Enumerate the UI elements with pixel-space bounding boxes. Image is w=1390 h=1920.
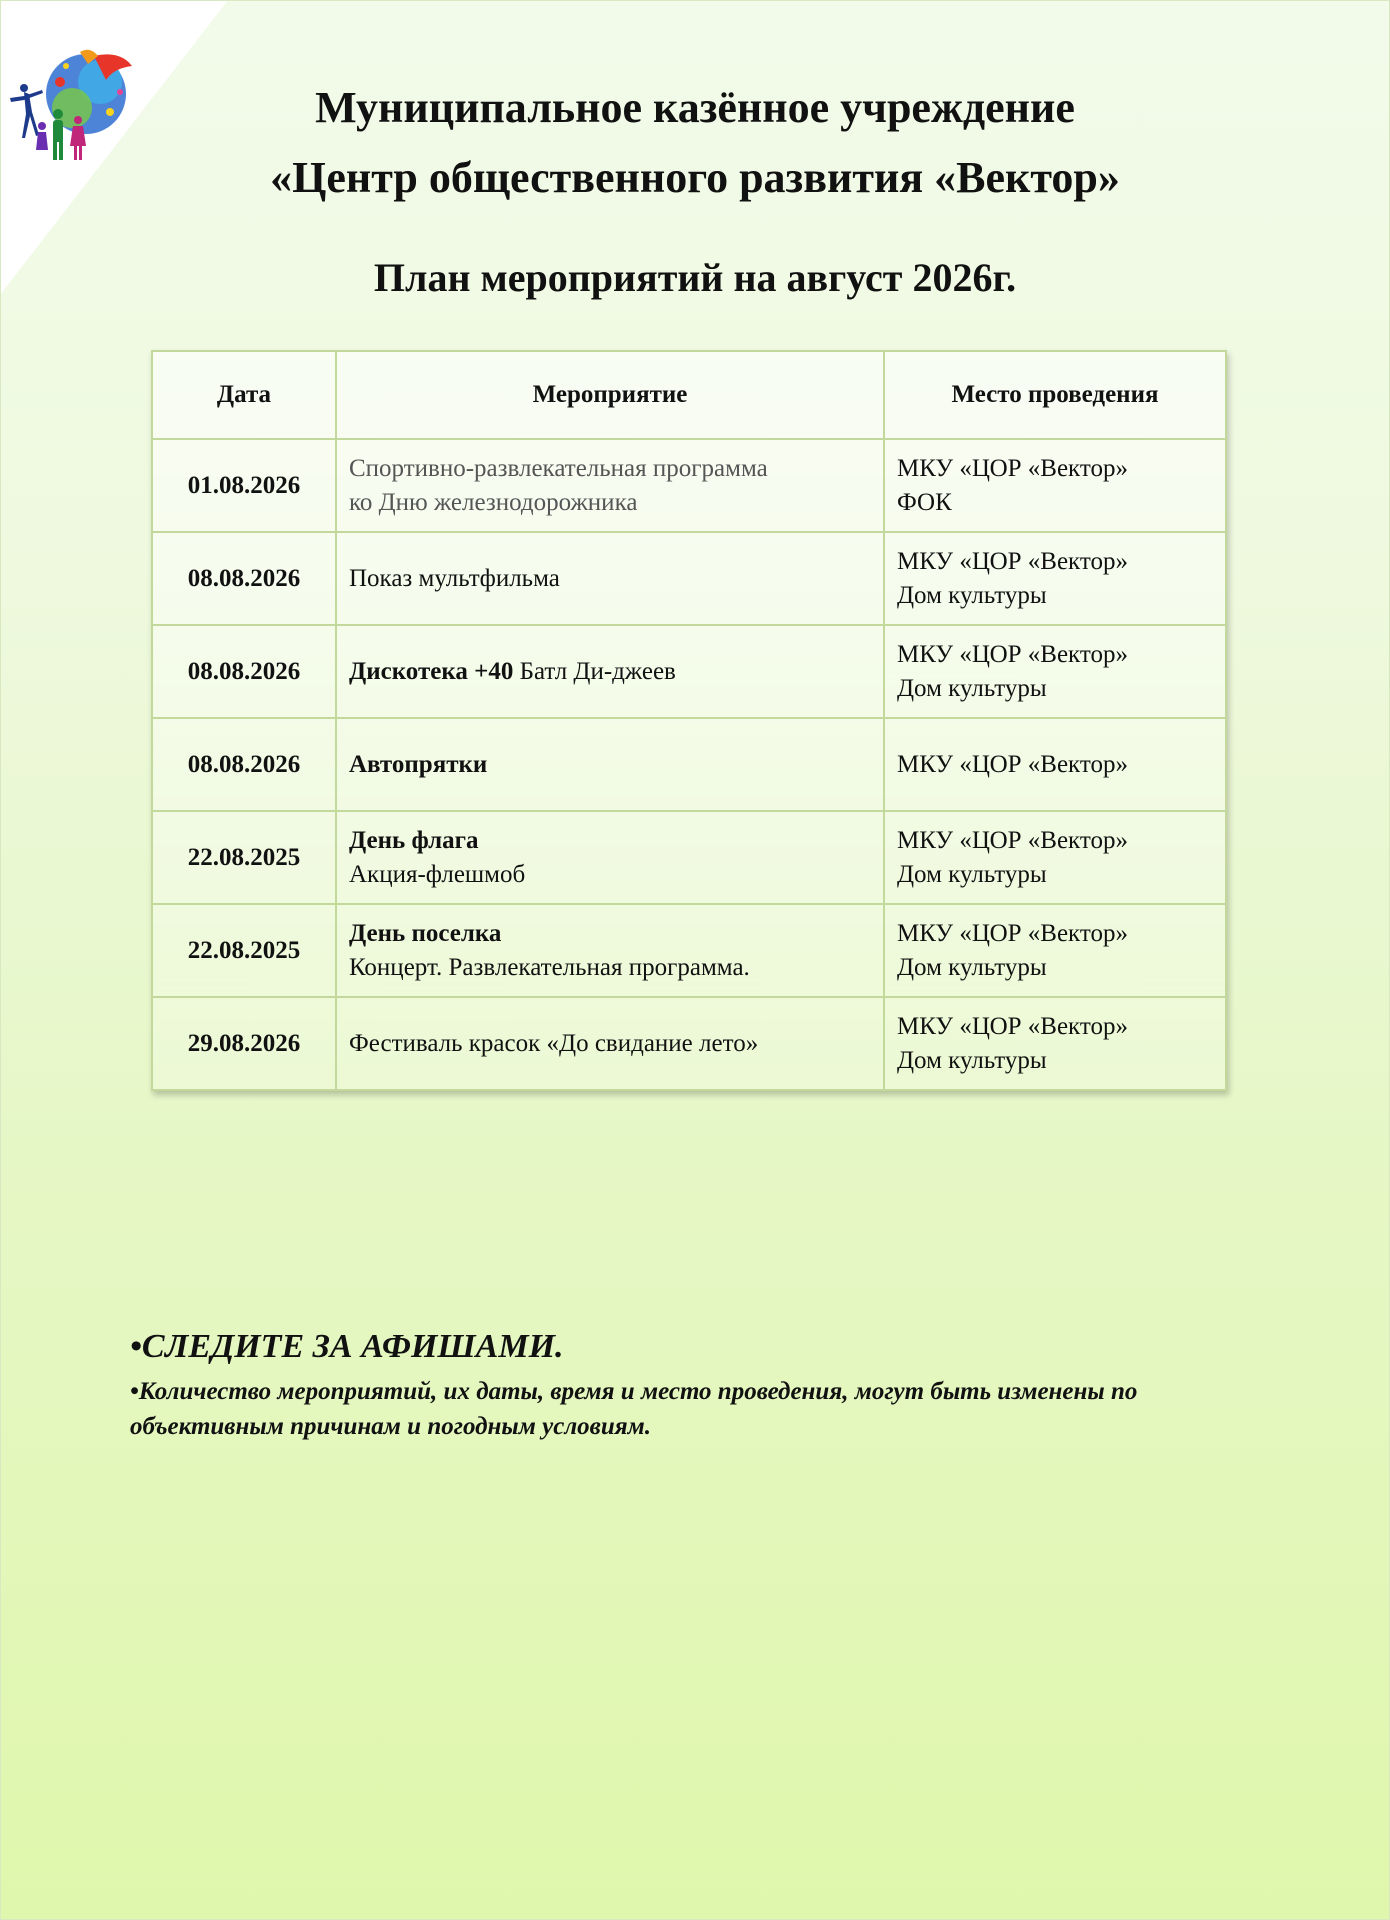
event-name-line2: Акция-флешмоб <box>349 860 526 888</box>
event-place-line2: Дом культуры <box>897 581 1047 609</box>
event-name-line1 <box>349 655 871 689</box>
event-place-line2: Дом культуры <box>897 953 1047 981</box>
table-row <box>152 439 1226 532</box>
changes-disclaimer-note: •Количество мероприятий, их даты, время и место проведения, могут быть изменены по объективным причинам и погодным условиям. <box>130 1378 1138 1440</box>
event-name-bold: Дискотека +40 <box>349 657 514 685</box>
event-place-line2: Дом культуры <box>897 860 1047 888</box>
table-header-row <box>152 351 1226 439</box>
event-place <box>884 811 1226 904</box>
event-name-bold: День поселка <box>349 919 502 947</box>
event-name-line2: ко Дню железнодорожника <box>349 488 638 516</box>
event-place-line1: МКУ «ЦОР «Вектор» <box>897 1012 1128 1040</box>
event-place-line1: МКУ «ЦОР «Вектор» <box>897 750 1128 778</box>
event-name-text: Спортивно-развлекательная программа <box>349 454 768 482</box>
event-name <box>336 718 884 811</box>
event-date: 08.08.2026 <box>152 625 336 718</box>
org-name-title: «Центр общественного развития «Вектор» <box>270 153 1120 202</box>
event-place <box>884 439 1226 532</box>
event-name-line1 <box>349 824 871 858</box>
event-name-line2: Концерт. Развлекательная программа. <box>349 953 750 981</box>
event-name <box>336 625 884 718</box>
event-name-text: Показ мультфильма <box>349 564 560 592</box>
follow-posters-note: •СЛЕДИТЕ ЗА АФИШАМИ. <box>130 1328 564 1365</box>
event-name <box>336 904 884 997</box>
page-subtitle: План мероприятий на август 2026г. <box>373 255 1017 300</box>
events-table <box>151 350 1227 1091</box>
table-row <box>152 625 1226 718</box>
org-type-title: Муниципальное казённое учреждение <box>315 83 1075 132</box>
header-event: Мероприятие <box>336 351 884 439</box>
event-place-line1: МКУ «ЦОР «Вектор» <box>897 919 1128 947</box>
event-name-line1 <box>349 562 871 596</box>
event-name <box>336 439 884 532</box>
event-place-line2: Дом культуры <box>897 674 1047 702</box>
event-name <box>336 997 884 1090</box>
event-place-line1: МКУ «ЦОР «Вектор» <box>897 826 1128 854</box>
table-row <box>152 811 1226 904</box>
event-place <box>884 997 1226 1090</box>
event-name-bold: Автопрятки <box>349 750 488 778</box>
event-place <box>884 904 1226 997</box>
event-date: 22.08.2025 <box>152 811 336 904</box>
event-date: 29.08.2026 <box>152 997 336 1090</box>
dancers-logo-icon <box>2 46 142 166</box>
header-date: Дата <box>152 351 336 439</box>
event-name-bold: День флага <box>349 826 479 854</box>
event-date: 08.08.2026 <box>152 718 336 811</box>
event-place-line1: МКУ «ЦОР «Вектор» <box>897 454 1128 482</box>
event-place-line1: МКУ «ЦОР «Вектор» <box>897 640 1128 668</box>
event-name <box>336 811 884 904</box>
event-name-text: Батл Ди-джеев <box>513 657 676 685</box>
header-place: Место проведения <box>884 351 1226 439</box>
table-row <box>152 904 1226 997</box>
event-name-line1 <box>349 1027 871 1061</box>
table-row <box>152 997 1226 1090</box>
table-row <box>152 718 1226 811</box>
event-place <box>884 718 1226 811</box>
event-date: 22.08.2025 <box>152 904 336 997</box>
event-date: 01.08.2026 <box>152 439 336 532</box>
event-name-line1 <box>349 917 871 951</box>
event-place-line1: МКУ «ЦОР «Вектор» <box>897 547 1128 575</box>
event-place <box>884 625 1226 718</box>
event-name-line1 <box>349 748 871 782</box>
table-row <box>152 532 1226 625</box>
event-name <box>336 532 884 625</box>
event-place-line2: Дом культуры <box>897 1046 1047 1074</box>
event-date: 08.08.2026 <box>152 532 336 625</box>
event-place-line2: ФОК <box>897 488 952 516</box>
event-name-text: Фестиваль красок «До свидание лето» <box>349 1029 759 1057</box>
event-name-line1 <box>349 452 871 486</box>
event-place <box>884 532 1226 625</box>
